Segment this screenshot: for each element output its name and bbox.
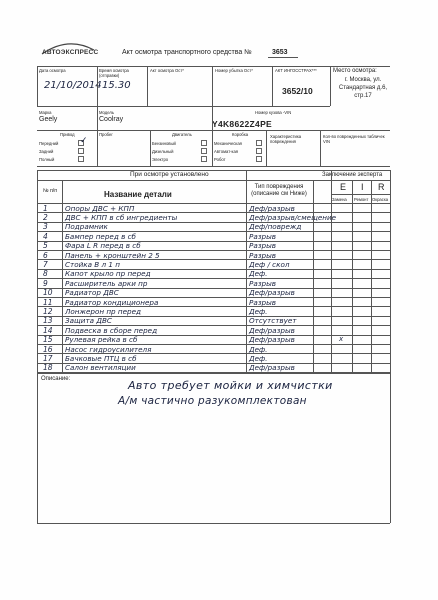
gearbox-label: Коробка <box>232 132 249 137</box>
row-part-name[interactable]: Насос гидроусилителя <box>65 344 152 354</box>
col-i-sub: Ремонт <box>354 197 369 202</box>
notes-label: Описание: <box>41 376 71 382</box>
row-damage-type[interactable]: Деф / скол <box>249 259 290 269</box>
col-num-header: № п/п <box>42 188 58 194</box>
place-value: г. Москва, ул. Стандартная д.6, стр.17 <box>338 77 388 99</box>
row-number: 9 <box>43 278 48 288</box>
vin-label: Номер кузова -VIN <box>255 110 292 115</box>
table-row <box>37 203 390 212</box>
table-row <box>37 259 390 268</box>
row-damage-type[interactable]: Деф/поврежд <box>249 222 302 232</box>
row-part-name[interactable]: Фара L R перед в сб <box>65 241 141 251</box>
table-row <box>37 222 390 231</box>
damage-characteristic-label: Характеристика повреждения <box>270 134 302 144</box>
col-r-header: R <box>378 182 385 192</box>
vin-value: Y4K8622Z4PE <box>212 119 273 129</box>
table-row <box>37 335 390 344</box>
col-e-sub: Замена <box>332 197 347 202</box>
row-number: 18 <box>43 363 53 373</box>
date-label: Дата осмотра <box>39 68 66 73</box>
row-part-name[interactable]: Панель + кронштейн 2 5 <box>65 250 160 260</box>
row-number: 7 <box>43 259 48 269</box>
row-damage-type[interactable]: Деф/разрыв <box>249 335 295 345</box>
row-part-name[interactable]: Подрамник <box>65 222 108 232</box>
model-label: Модель <box>99 110 115 115</box>
row-damage-type[interactable]: Деф. <box>249 344 268 354</box>
col-damage-header: Тип повреждения (описание см Ниже) <box>251 184 307 197</box>
engine-option-petrol: Бензиновый <box>152 141 176 146</box>
row-number: 13 <box>43 316 53 326</box>
table-row <box>37 363 390 372</box>
row-part-name[interactable]: ДВС + КПП в сб ингредиенты <box>65 212 178 222</box>
body-label: Номер убытка Ост* <box>215 68 253 73</box>
logo <box>38 40 98 58</box>
gearbox-robot-checkbox[interactable] <box>256 156 262 162</box>
row-number: 10 <box>43 288 53 298</box>
row-number: 16 <box>43 344 53 354</box>
brand-label: Марка <box>39 110 52 115</box>
row-number: 3 <box>43 222 48 232</box>
row-number: 12 <box>43 306 53 316</box>
act-label: Акт осмотра Ост* <box>150 68 184 73</box>
insurer-value: 3652/10 <box>282 86 313 96</box>
col-i-header: I <box>361 182 364 192</box>
gearbox-option-manual: Механическая <box>214 141 242 146</box>
row-part-name[interactable]: Салон вентиляции <box>65 363 136 373</box>
row-damage-type[interactable]: Деф/разрыв <box>249 363 295 373</box>
notes-line-1[interactable]: Авто требует мойки и химчистки <box>128 379 333 392</box>
drive-rear-checkbox[interactable] <box>78 148 84 154</box>
row-number: 15 <box>43 335 53 345</box>
table-row <box>37 306 390 315</box>
row-damage-type[interactable]: Деф. <box>249 306 268 316</box>
mileage-label: Пробег <box>99 132 113 137</box>
drive-all-checkbox[interactable] <box>78 156 84 162</box>
drive-label: Привод <box>60 132 75 137</box>
row-part-name[interactable]: Опоры ДВС + КПП <box>65 203 135 213</box>
engine-label: Двигатель <box>172 132 192 137</box>
logo-text: АВТОЭКСПРЕСС <box>42 49 99 56</box>
engine-electric-checkbox[interactable] <box>201 156 207 162</box>
row-part-name[interactable]: Стойка В л 1 п <box>65 259 120 269</box>
gearbox-option-auto: Автомат-кая <box>214 149 239 154</box>
section-expert-label: Заключение эксперта <box>322 172 383 178</box>
row-part-name[interactable]: Подвеска в сборе перед <box>65 325 158 335</box>
row-part-name[interactable]: Капот крыло пр перед <box>65 269 151 279</box>
drive-option-all: Полный <box>39 157 55 162</box>
act-number: 3653 <box>272 49 288 56</box>
drive-front-check-icon: ✓ <box>80 136 88 146</box>
row-damage-type[interactable]: Отсутствует <box>249 316 297 326</box>
col-e-header: E <box>340 182 347 192</box>
row-damage-type[interactable]: Деф/разрыв/смещение <box>249 212 337 222</box>
notes-line-2[interactable]: А/м частично разукомплектован <box>118 395 307 407</box>
time-value[interactable]: 15.30 <box>102 80 131 91</box>
gearbox-auto-checkbox[interactable] <box>256 148 262 154</box>
row-damage-type[interactable]: Деф/разрыв <box>249 288 295 298</box>
time-label: Время осмотра (отправки) <box>99 68 129 78</box>
row-part-name[interactable]: Радиатор ДВС <box>65 288 119 298</box>
row-part-name[interactable]: Радиатор кондиционера <box>65 297 159 307</box>
table-row <box>37 288 390 297</box>
row-number: 14 <box>43 325 53 335</box>
row-number: 4 <box>43 231 48 241</box>
drive-option-front: Передний <box>39 141 59 146</box>
table-row <box>37 241 390 250</box>
drive-option-rear: Задний <box>39 149 54 154</box>
row-damage-type[interactable]: Разрыв <box>249 241 277 251</box>
row-number: 6 <box>43 250 48 260</box>
row-number: 5 <box>43 241 48 251</box>
table-row <box>37 344 390 353</box>
vin-plates-label: Кол-во поврежденных табличек VIN <box>323 134 385 144</box>
row-number: 17 <box>43 353 53 363</box>
table-row <box>37 212 390 221</box>
table-row <box>37 278 390 287</box>
brand-value: Geely <box>39 116 58 123</box>
table-row <box>37 297 390 306</box>
row-damage-type[interactable]: Деф. <box>249 353 268 363</box>
model-value: Coolray <box>99 116 124 123</box>
col-r-sub: Окраска <box>372 197 389 202</box>
gearbox-option-robot: Робот <box>214 157 226 162</box>
place-label: Место осмотра: <box>333 68 377 74</box>
table-row <box>37 325 390 334</box>
row-damage-type[interactable]: Деф/разрыв <box>249 203 295 213</box>
table-row <box>37 353 390 362</box>
table-row <box>37 269 390 278</box>
row-replace-mark: x <box>339 334 344 343</box>
row-number: 8 <box>43 269 48 279</box>
col-part-header: Название детали <box>104 190 172 199</box>
row-part-name[interactable]: Рулевая рейка в сб <box>65 335 138 345</box>
row-number: 11 <box>43 297 53 307</box>
engine-option-electric: Электро <box>152 157 169 162</box>
gearbox-manual-checkbox[interactable] <box>256 140 262 146</box>
section-found-label: При осмотре установлено <box>130 171 209 178</box>
engine-diesel-checkbox[interactable] <box>201 148 207 154</box>
table-row <box>37 250 390 259</box>
table-row <box>37 231 390 240</box>
engine-option-diesel: Дизельный <box>152 149 174 154</box>
insurer-label: АКТ ИНГОССТРАХ*** <box>275 68 317 73</box>
engine-petrol-checkbox[interactable] <box>201 140 207 146</box>
date-value[interactable]: 21/10/2014 <box>44 80 102 91</box>
row-number: 2 <box>43 212 48 222</box>
row-part-name[interactable]: Расширитель арки пр <box>65 278 148 288</box>
row-damage-type[interactable]: Разрыв <box>249 278 277 288</box>
row-damage-type[interactable]: Разрыв <box>249 250 277 260</box>
row-number: 1 <box>43 203 48 213</box>
row-part-name[interactable]: Бампер перед в сб <box>65 231 136 241</box>
row-damage-type[interactable]: Разрыв <box>249 231 277 241</box>
row-part-name[interactable]: Бачковые ПТЦ в сб <box>65 353 137 363</box>
row-part-name[interactable]: Защита ДВС <box>65 316 112 326</box>
row-damage-type[interactable]: Деф/разрыв <box>249 325 295 335</box>
row-damage-type[interactable]: Разрыв <box>249 297 277 307</box>
page-title: Акт осмотра транспортного средства № <box>122 49 252 56</box>
table-row <box>37 316 390 325</box>
row-damage-type[interactable]: Деф. <box>249 269 268 279</box>
row-part-name[interactable]: Лонжерон пр перед <box>65 306 141 316</box>
